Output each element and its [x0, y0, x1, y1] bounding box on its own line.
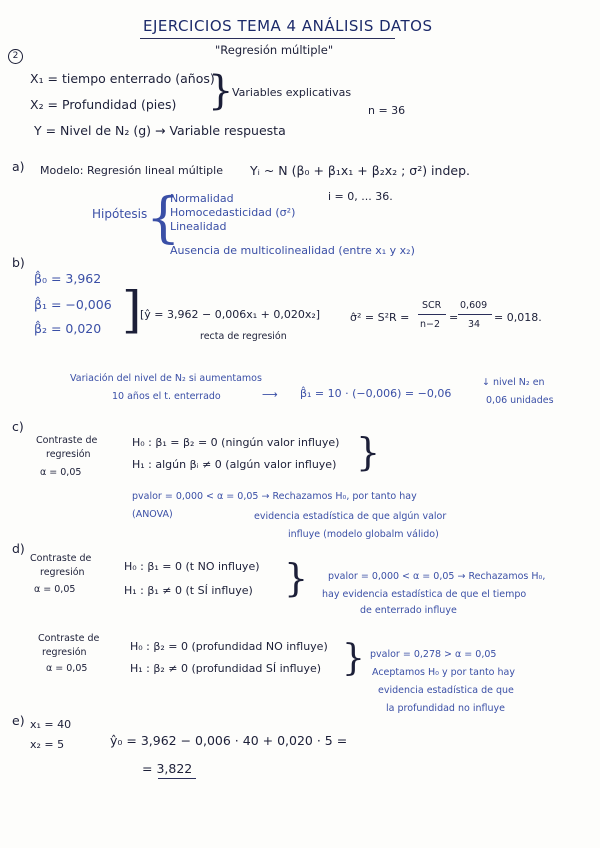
beta1-estimate: β̂₁ = −0,006	[34, 297, 112, 312]
prediction-calc: ŷ₀ = 3,962 − 0,006 · 40 + 0,020 · 5 =	[110, 733, 348, 748]
sigma-val-num: 0,609	[460, 300, 488, 311]
page-title: EJERCICIOS TEMA 4 ANÁLISIS DATOS	[143, 17, 433, 35]
variable-x2: X₂ = Profundidad (pies)	[30, 97, 177, 112]
alt-hypothesis: H₁ : β₁ ≠ 0 (t SÍ influye)	[124, 584, 253, 597]
sigma-result: = 0,018.	[494, 311, 542, 324]
variable-x1: X₁ = tiempo enterrado (años)	[30, 71, 215, 86]
section-b-label: b)	[12, 255, 25, 270]
hipotesis-item: Homocedasticidad (σ²)	[170, 206, 296, 219]
test-name: Contraste de	[30, 553, 92, 564]
test-alpha: α = 0,05	[34, 584, 76, 595]
sample-size: n = 36	[368, 104, 406, 117]
variation-result: 0,06 unidades	[486, 395, 554, 406]
brace: }	[284, 556, 309, 600]
conclusion-text: hay evidencia estadística de que el tiempo	[322, 589, 527, 600]
conclusion-text: evidencia estadística de que algún valor	[254, 511, 447, 522]
brace: }	[356, 430, 381, 474]
section-c-label: c)	[12, 419, 24, 434]
brace: }	[342, 638, 365, 679]
regression-line: [ŷ = 3,962 − 0,006x₁ + 0,020x₂]	[140, 308, 321, 321]
e-x2-value: x₂ = 5	[30, 738, 65, 751]
result-underline	[158, 778, 196, 779]
brace: ]	[122, 281, 142, 339]
model-formula: Yᵢ ~ N (β₀ + β₁x₁ + β₂x₂ ; σ²) indep.	[250, 163, 470, 178]
section-a-label: a)	[12, 159, 25, 174]
variation-calc: β̂₁ = 10 · (−0,006) = −0,06	[300, 387, 452, 400]
alt-hypothesis: H₁ : algún βᵢ ≠ 0 (algún valor influye)	[132, 458, 337, 471]
sigma-frac-den: n−2	[420, 319, 441, 330]
hipotesis-item: Linealidad	[170, 220, 227, 233]
sigma-frac-num: SCR	[422, 300, 442, 311]
null-hypothesis: H₀ : β₂ = 0 (profundidad NO influye)	[130, 640, 328, 653]
sigma-val-den: 34	[468, 319, 481, 330]
model-text: Modelo: Regresión lineal múltiple	[40, 164, 223, 177]
hipotesis-label: Hipótesis	[92, 207, 148, 221]
section-e-label: e)	[12, 713, 25, 728]
conclusion-text: Aceptamos H₀ y por tanto hay	[372, 667, 515, 678]
anova-note: (ANOVA)	[132, 509, 173, 520]
test-name: Contraste de	[36, 435, 98, 446]
hipotesis-item: Normalidad	[170, 192, 234, 205]
sigma-estimate: σ̂² = S²R =	[350, 311, 410, 324]
sigma-equals: =	[449, 311, 459, 324]
brace: }	[208, 68, 234, 114]
beta2-estimate: β̂₂ = 0,020	[34, 321, 102, 336]
variation-text: 10 años el t. enterrado	[112, 391, 221, 402]
page-subtitle: "Regresión múltiple"	[215, 43, 334, 57]
variables-explicativas: Variables explicativas	[232, 86, 352, 99]
null-hypothesis: H₀ : β₁ = β₂ = 0 (ningún valor influye)	[132, 436, 340, 449]
conclusion-text: pvalor = 0,000 < α = 0,05 → Rechazamos H₀, por tanto hay	[132, 491, 417, 502]
beta0-estimate: β̂₀ = 3,962	[34, 271, 102, 286]
conclusion-text: pvalor = 0,278 > α = 0,05	[370, 649, 497, 660]
regression-line-label: recta de regresión	[200, 331, 287, 342]
variation-text: Variación del nivel de N₂ si aumentamos	[70, 373, 262, 384]
conclusion-text: influye (modelo globalm válido)	[288, 529, 439, 540]
variation-result: ↓ nivel N₂ en	[482, 377, 545, 388]
null-hypothesis: H₀ : β₁ = 0 (t NO influye)	[124, 560, 260, 573]
prediction-result: = 3,822	[142, 761, 193, 776]
test-name: regresión	[46, 449, 91, 460]
arrow-icon: ⟶	[262, 388, 278, 401]
test-alpha: α = 0,05	[40, 467, 82, 478]
e-x1-value: x₁ = 40	[30, 718, 72, 731]
conclusion-text: la profundidad no influye	[386, 703, 505, 714]
test-name: regresión	[42, 647, 87, 658]
title-underline	[140, 38, 395, 39]
alt-hypothesis: H₁ : β₂ ≠ 0 (profundidad SÍ influye)	[130, 662, 322, 675]
test-alpha: α = 0,05	[46, 663, 88, 674]
fraction-bar	[418, 314, 446, 315]
brace: }	[146, 186, 181, 249]
model-index: i = 0, ... 36.	[328, 190, 393, 203]
test-name: regresión	[40, 567, 85, 578]
variable-y: Y = Nivel de N₂ (g) → Variable respuesta	[34, 123, 286, 138]
fraction-bar	[458, 314, 492, 315]
conclusion-text: evidencia estadística de que	[378, 685, 514, 696]
conclusion-text: de enterrado influye	[360, 605, 457, 616]
hipotesis-item: Ausencia de multicolinealidad (entre x₁ y x₂)	[170, 244, 415, 257]
conclusion-text: pvalor = 0,000 < α = 0,05 → Rechazamos H₀,	[328, 571, 546, 582]
test-name: Contraste de	[38, 633, 100, 644]
section-d-label: d)	[12, 541, 25, 556]
exercise-number: 2	[8, 49, 23, 64]
